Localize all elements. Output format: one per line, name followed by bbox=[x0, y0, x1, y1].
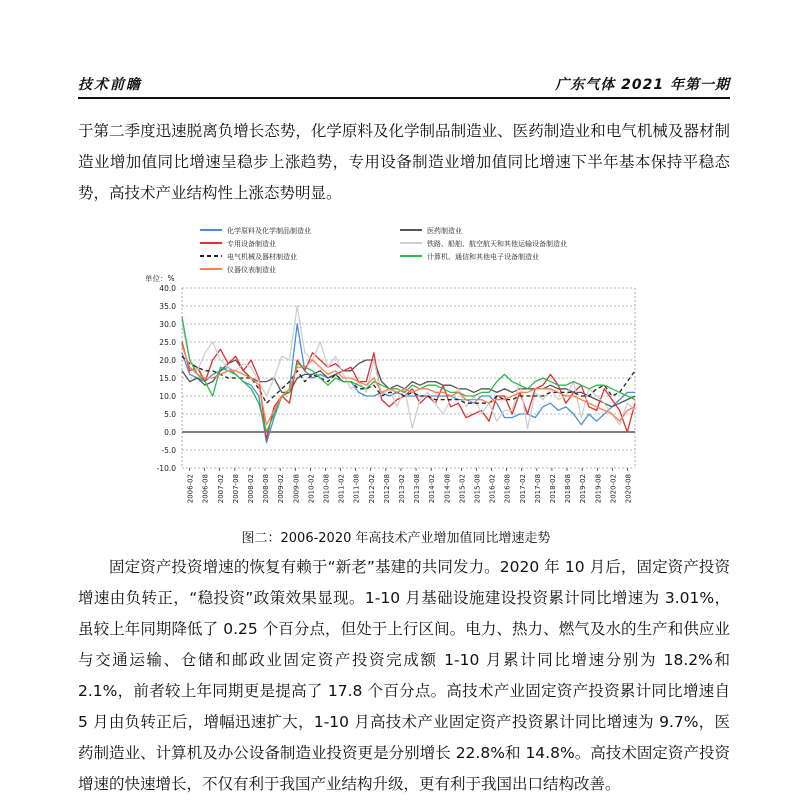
legend-label: 铁路、船舶、航空航天和其他运输设备制造业 bbox=[427, 240, 567, 248]
paragraph-1: 于第二季度迅速脱离负增长态势，化学原料及化学制品制造业、医药制造业和电气机械及器材制造业增加值同比增速呈稳步上涨趋势，专用设备制造业增加值同比增速下半年基本保持平稳态势，高技术产业结构性上涨态势明显。 bbox=[78, 122, 730, 202]
x-tick-label: 2020-02 bbox=[609, 474, 618, 504]
y-tick-label: 25.0 bbox=[159, 338, 176, 347]
x-tick-label: 2019-08 bbox=[594, 474, 603, 504]
x-tick-label: 2014-08 bbox=[443, 474, 452, 504]
unit-label: 单位：% bbox=[145, 274, 175, 283]
y-tick-label: 5.0 bbox=[164, 410, 176, 419]
x-tick-label: 2015-08 bbox=[473, 474, 482, 504]
x-tick-label: 2018-08 bbox=[564, 474, 573, 504]
x-tick-label: 2017-08 bbox=[533, 474, 542, 504]
header-section-title: 技术前瞻 bbox=[78, 77, 142, 93]
x-tick-label: 2017-02 bbox=[518, 474, 527, 504]
x-tick-label: 2020-08 bbox=[624, 474, 633, 504]
legend-label: 仪器仪表制造业 bbox=[227, 266, 276, 274]
industry-growth-line-chart bbox=[145, 218, 655, 518]
x-tick-label: 2007-02 bbox=[216, 474, 225, 504]
legend-label: 化学原料及化学制品制造业 bbox=[227, 227, 311, 235]
x-tick-label: 2018-02 bbox=[548, 474, 557, 504]
x-tick-label: 2013-08 bbox=[413, 474, 422, 504]
y-tick-label: 10.0 bbox=[159, 392, 176, 401]
page-header bbox=[78, 74, 730, 94]
legend-label: 医药制造业 bbox=[427, 227, 462, 235]
figure-caption: 图二：2006-2020 年高技术产业增加值同比增速走势 bbox=[241, 531, 551, 546]
header-rule bbox=[78, 97, 730, 99]
legend-label: 计算机、通信和其他电子设备制造业 bbox=[427, 253, 539, 261]
series-line bbox=[182, 306, 635, 428]
x-tick-label: 2007-08 bbox=[231, 474, 240, 504]
x-tick-label: 2010-08 bbox=[322, 474, 331, 504]
y-tick-label: -10.0 bbox=[156, 464, 176, 473]
x-tick-label: 2011-08 bbox=[352, 474, 361, 504]
x-tick-label: 2013-02 bbox=[397, 474, 406, 504]
y-tick-label: 40.0 bbox=[159, 284, 176, 293]
header-journal-issue: 广东气体 2021 年第一期 bbox=[555, 77, 730, 93]
x-tick-label: 2014-02 bbox=[428, 474, 437, 504]
x-tick-label: 2016-02 bbox=[488, 474, 497, 504]
x-tick-label: 2015-02 bbox=[458, 474, 467, 504]
y-tick-label: 35.0 bbox=[159, 302, 176, 311]
x-tick-label: 2009-08 bbox=[292, 474, 301, 504]
series-line bbox=[182, 317, 635, 432]
y-tick-label: 15.0 bbox=[159, 374, 176, 383]
x-tick-label: 2016-08 bbox=[503, 474, 512, 504]
x-tick-label: 2009-02 bbox=[277, 474, 286, 504]
x-tick-label: 2011-02 bbox=[337, 474, 346, 504]
x-tick-label: 2008-08 bbox=[262, 474, 271, 504]
paragraph-2: 固定资产投资增速的恢复有赖于“新老”基建的共同发力。2020 年 10 月后，固定资产投资增速由负转正，“稳投资”政策效果显现。1-10 月基础设施建设投资累计同比增速为 3.01%，虽较上年同期降低了 0.25 个百分点，但处于上行区间。电力、热力、燃气及水的生产和供应业与交通运输、仓储和邮政业固定资产投资完成额 1-10 月累计同比增速分别为 18.2%和 2.1%，前者较上年同期更是提高了 17.8 个百分点。高技术产业固定资产投资累计同比增速自 5 月由负转正后，增幅迅速扩大，1-10 月高技术产业固定资产投资累计同比增速为 9.7%，医药制造业、计算机及办公设备制造业投资更是分别增长 22.8%和 14.8%。高技术固定资产投资增速的快速增长，不仅有利于我国产业结构升级，更有利于我国出口结构改善。 bbox=[78, 558, 730, 793]
x-tick-label: 2012-08 bbox=[382, 474, 391, 504]
x-tick-label: 2008-02 bbox=[246, 474, 255, 504]
legend-label: 电气机械及器材制造业 bbox=[227, 253, 297, 261]
x-tick-label: 2012-02 bbox=[367, 474, 376, 504]
x-tick-label: 2019-02 bbox=[579, 474, 588, 504]
x-tick-label: 2010-02 bbox=[307, 474, 316, 504]
legend-label: 专用设备制造业 bbox=[227, 240, 276, 248]
x-tick-label: 2006-02 bbox=[186, 474, 195, 504]
y-tick-label: -5.0 bbox=[161, 446, 176, 455]
y-tick-label: 20.0 bbox=[159, 356, 176, 365]
y-tick-label: 0.0 bbox=[164, 428, 176, 437]
x-tick-label: 2006-08 bbox=[201, 474, 210, 504]
y-tick-label: 30.0 bbox=[159, 320, 176, 329]
